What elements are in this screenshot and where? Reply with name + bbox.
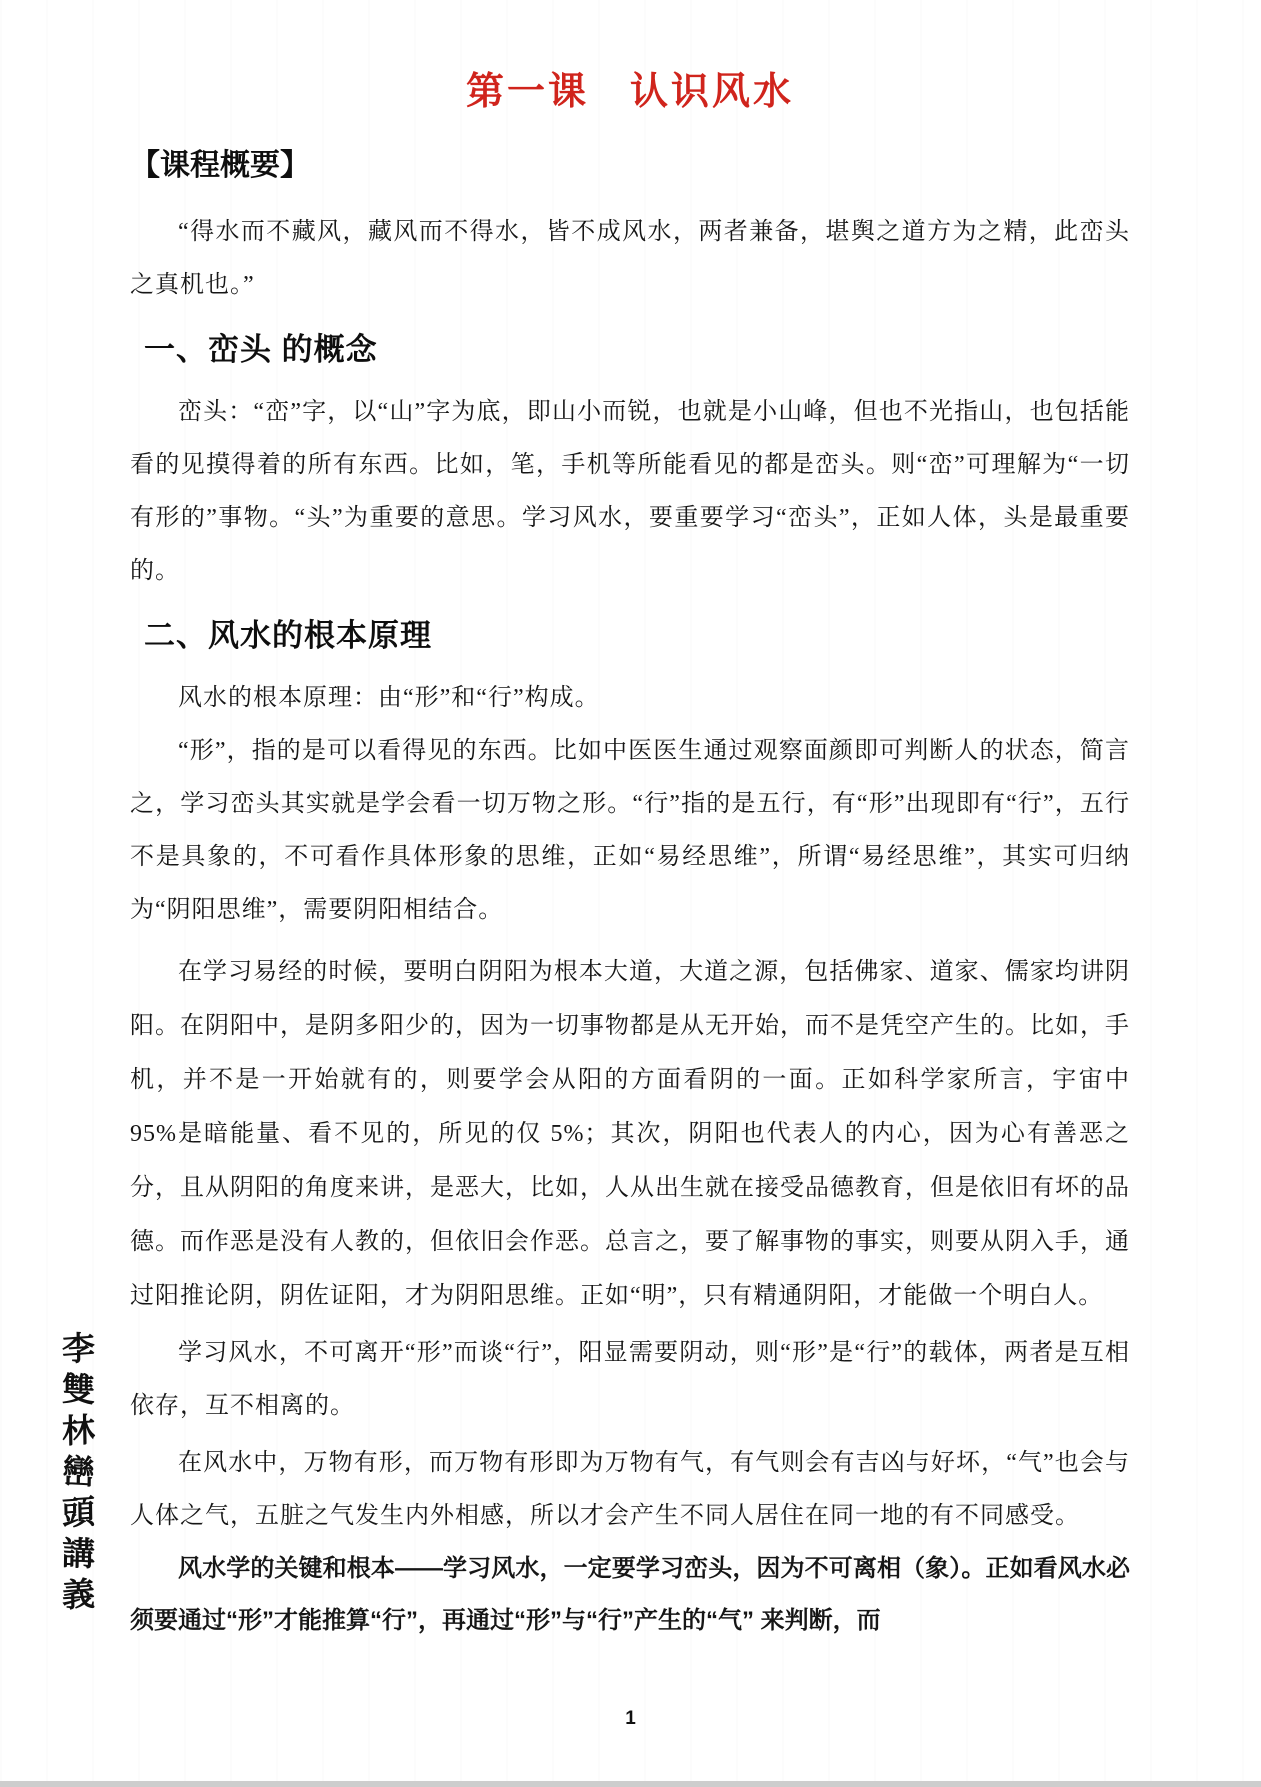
calligraphy-char: 李 [61,1327,95,1370]
section-1-heading: 一、峦头 的概念 [144,332,378,367]
section-2-paragraph-3: 在学习易经的时候，要明白阴阳为根本大道，大道之源，包括佛家、道家、儒家均讲阴阳。在阴阳中，是阴多阳少的，因为一切事物都是从无开始，而不是凭空产生的。比如，手机，并不是一开始就有的，则要学会从阳的方面看阴的一面。正如科学家所言，宇宙中 95%是暗能量、看不见的，所见的仅 5%；其次，阴阳也代表人的内心，因为心有善恶之分，且从阴阳的角度来讲，是恶大，比如，人从出生就在接受品德教育，但是依旧有坏的品德。而作恶是没有人教的，但依旧会作恶。总言之，要了解事物的事实，则要从阴入手，通过阳推论阴，阴佐证阳，才为阴阳思维。正如“明”，只有精通阴阳，才能做一个明白人。 [130,959,1130,1309]
section-2-paragraph-5: 在风水中，万物有形，而万物有形即为万物有气，有气则会有吉凶与好坏，“气”也会与人体之气，五脏之气发生内外相感，所以才会产生不同人居住在同一地的有不同感受。 [130,1450,1130,1529]
section-2-paragraph-4: 学习风水，不可离开“形”而谈“行”，阳显需要阴动，则“形”是“行”的载体，两者是互相依存，互不相离的。 [130,1340,1130,1419]
calligraphy-char: 林 [61,1409,95,1452]
calligraphy-char: 講 [61,1533,95,1574]
section-2-heading: 二、风水的根本原理 [144,618,432,653]
course-overview-heading: 【课程概要】 [130,149,310,182]
calligraphy-char: 雙 [61,1369,95,1410]
section-2-paragraph-1: 风水的根本原理：由“形”和“行”构成。 [178,685,600,711]
section-1-paragraph: 峦头：“峦”字，以“山”字为底，即山小而锐，也就是小山峰，但也不光指山，也包括能看的见摸得着的所有东西。比如，笔，手机等所能看见的都是峦头。则“峦”可理解为“一切有形的”事物。“头”为重要的意思。学习风水，要重要学习“峦头”，正如人体，头是最重要的。 [130,399,1130,584]
calligraphy-char: 巒 [61,1451,95,1492]
side-calligraphy [50,1328,106,1615]
calligraphy-char: 頭 [61,1491,95,1534]
page-number: 1 [625,1708,636,1729]
page-title: 第一课 认识风水 [465,71,794,113]
section-2-paragraph-6-bold: 风水学的关键和根本——学习风水，一定要学习峦头，因为不可离相（象）。正如看风水必须要通过“形”才能推算“行”，再通过“形”与“行”产生的“气” 来判断，而 [130,1555,1130,1634]
calligraphy-char: 義 [61,1573,95,1616]
section-2-paragraph-2: “形”，指的是可以看得见的东西。比如中医医生通过观察面颜即可判断人的状态，简言之，学习峦头其实就是学会看一切万物之形。“行”指的是五行，有“形”出现即有“行”，五行不是具象的，不可看作具体形象的思维，正如“易经思维”，所谓“易经思维”，其实可归纳为“阴阳思维”，需要阴阳相结合。 [130,738,1130,923]
overview-quote-paragraph: “得水而不藏风，藏风而不得水，皆不成风水，两者兼备，堪舆之道方为之精，此峦头之真机也。” [130,219,1130,298]
scan-edge-strip [0,1781,1261,1787]
document-content [130,0,1130,1647]
